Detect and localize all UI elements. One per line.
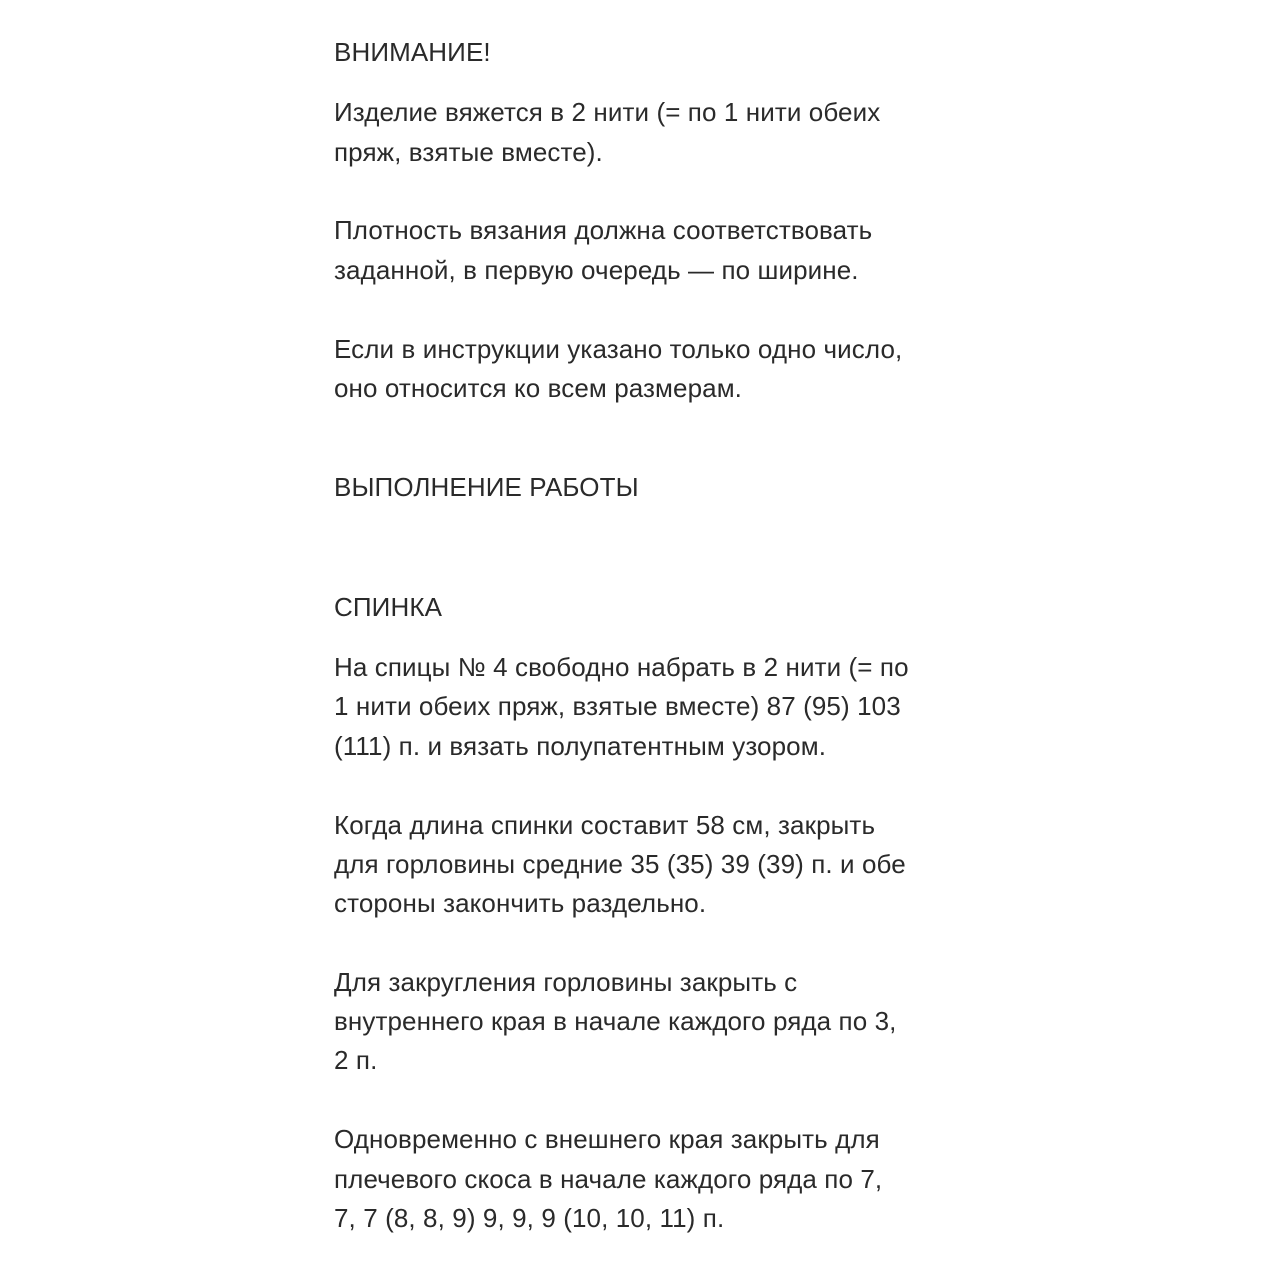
text-line: плечевого скоса в начале каждого ряда по 7, [334, 1164, 883, 1194]
text-line: внутреннего края в начале каждого ряда по 3, [334, 1006, 897, 1036]
text-line: для горловины средние 35 (35) 39 (39) п. и обе [334, 849, 906, 879]
text-line: 2 п. [334, 1045, 378, 1075]
text-line: оно относится ко всем размерам. [334, 373, 742, 403]
text-line: Если в инструкции указано только одно число, [334, 334, 903, 364]
text-line: стороны закончить раздельно. [334, 888, 707, 918]
text-line: Когда длина спинки составит 58 см, закрыть [334, 810, 876, 840]
text-line: Плотность вязания должна соответствовать [334, 215, 873, 245]
text-line: На спицы № 4 свободно набрать в 2 нити (= по [334, 652, 909, 682]
back-heading: СПИНКА [334, 592, 443, 622]
text-line: заданной, в первую очередь — по ширине. [334, 255, 859, 285]
work-heading: ВЫПОЛНЕНИЕ РАБОТЫ [334, 472, 639, 502]
attention-heading: ВНИМАНИЕ! [334, 37, 491, 67]
text-line: Одновременно с внешнего края закрыть для [334, 1124, 880, 1154]
text-line: пряж, взятые вместе). [334, 137, 603, 167]
text-line: 1 нити обеих пряж, взятые вместе) 87 (95) 103 [334, 691, 901, 721]
text-line: (111) п. и вязать полупатентным узором. [334, 731, 827, 761]
text-line: 7, 7 (8, 8, 9) 9, 9, 9 (10, 10, 11) п. [334, 1203, 725, 1233]
text-line: Изделие вяжется в 2 нити (= по 1 нити обеих [334, 97, 881, 127]
text-line: Для закругления горловины закрыть с [334, 967, 798, 997]
